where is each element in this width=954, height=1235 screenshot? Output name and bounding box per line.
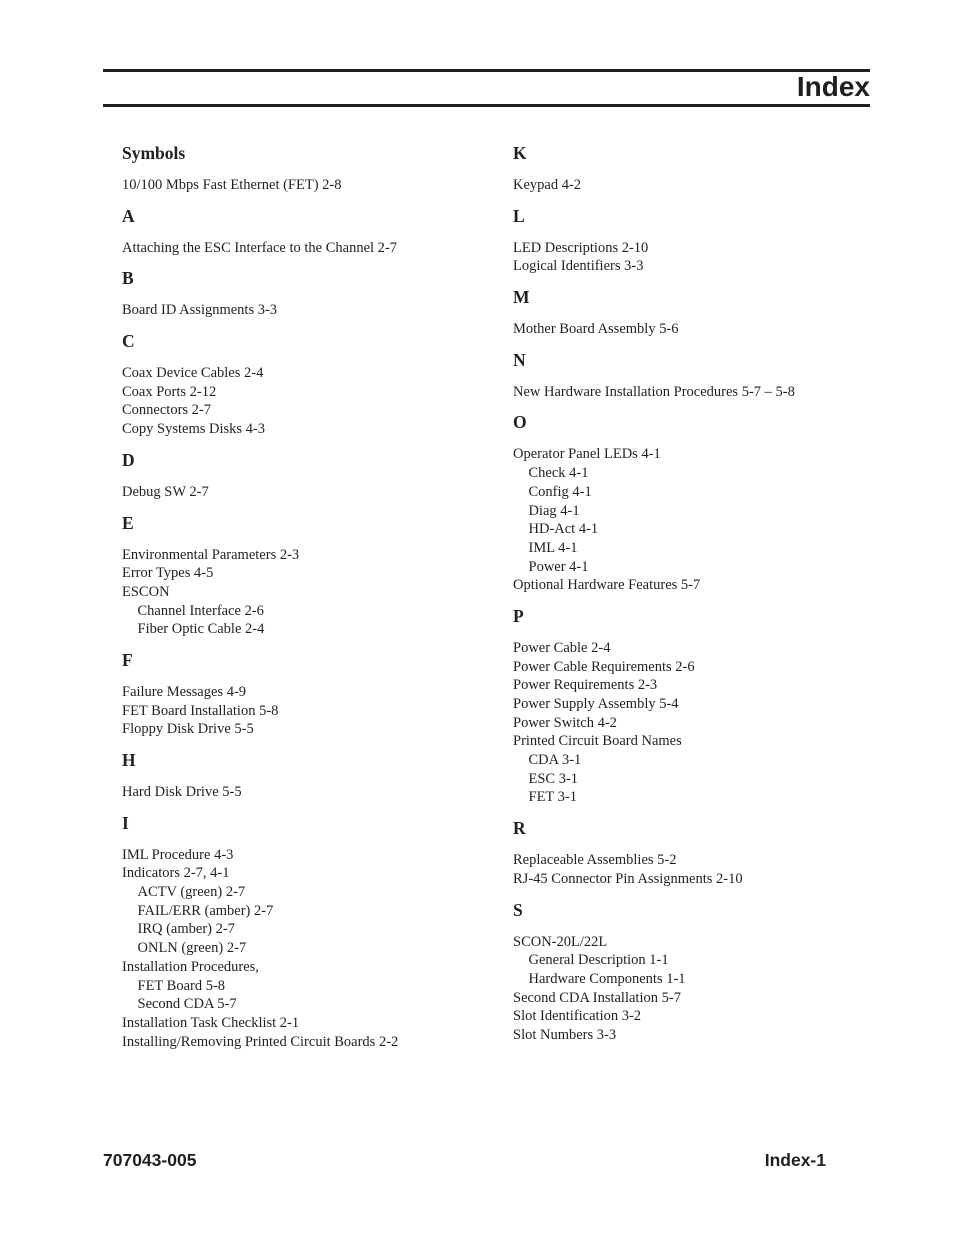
index-entry: Board ID Assignments 3-3 <box>122 302 278 319</box>
index-subentry: HD-Act 4-1 <box>528 521 599 538</box>
index-section <box>122 450 492 502</box>
section-letter: N <box>513 349 526 370</box>
section-letter: H <box>122 750 136 770</box>
section-letter: M <box>513 287 530 308</box>
entry-list <box>122 546 492 639</box>
entry-list <box>513 176 870 195</box>
index-section <box>513 206 870 276</box>
section-letter: Symbols <box>122 143 186 163</box>
index-entry: Installation Task Checklist 2-1 <box>122 1014 300 1031</box>
index-entry: Printed Circuit Board Names <box>513 733 682 750</box>
index-section <box>122 650 492 739</box>
entry-list <box>513 320 870 339</box>
index-section <box>513 143 870 195</box>
index-subentry: FET 3-1 <box>528 789 577 806</box>
index-section <box>513 412 870 595</box>
index-entry: Hard Disk Drive 5-5 <box>122 784 242 800</box>
index-entry: Error Types 4-5 <box>122 565 214 582</box>
index-section <box>122 813 492 1052</box>
index-subentry: ACTV (green) 2-7 <box>137 884 246 901</box>
section-letter: I <box>122 812 129 833</box>
entry-list <box>122 239 492 258</box>
section-letter: K <box>513 143 527 163</box>
index-entry: Coax Ports 2-12 <box>122 383 217 400</box>
index-entry: LED Descriptions 2-10 <box>513 239 649 256</box>
index-subentry: ESC 3-1 <box>528 770 579 787</box>
index-section <box>513 287 870 339</box>
index-section <box>122 513 492 639</box>
header-bottom-rule <box>103 104 870 107</box>
index-entry: Installation Procedures, <box>122 958 259 975</box>
page-title: Index <box>796 71 870 102</box>
index-entry: Debug SW 2-7 <box>122 483 209 500</box>
index-section <box>513 606 870 807</box>
index-subentry: CDA 3-1 <box>528 752 582 769</box>
index-subentry: IRQ (amber) 2-7 <box>137 921 235 938</box>
index-section <box>513 350 870 402</box>
index-section <box>122 750 492 802</box>
index-entry: SCON-20L/22L <box>513 933 608 950</box>
index-entry: Copy Systems Disks 4-3 <box>122 421 266 438</box>
index-section <box>122 206 492 258</box>
index-entry: Installing/Removing Printed Circuit Boards 2-2 <box>122 1033 399 1050</box>
index-entry: Power Cable 2-4 <box>513 639 611 656</box>
index-subentry: FAIL/ERR (amber) 2-7 <box>137 902 274 919</box>
section-letter: B <box>122 268 134 289</box>
index-entry: Second CDA Installation 5-7 <box>513 989 681 1006</box>
entry-list <box>122 301 492 320</box>
section-letter: C <box>122 331 135 352</box>
entry-list <box>513 383 870 402</box>
index-subentry: Fiber Optic Cable 2-4 <box>137 621 265 638</box>
entry-list <box>513 639 870 807</box>
index-entry: Coax Device Cables 2-4 <box>122 365 264 382</box>
entry-list <box>122 846 492 1052</box>
index-section <box>122 331 492 439</box>
entry-list <box>513 445 870 595</box>
index-entry: Power Cable Requirements 2-6 <box>513 658 695 675</box>
index-subentry: Second CDA 5-7 <box>137 996 237 1013</box>
index-entry: Indicators 2-7, 4-1 <box>122 865 230 882</box>
entry-list <box>122 783 492 802</box>
section-letter: A <box>122 205 135 226</box>
index-entry: Slot Identification 3-2 <box>513 1008 642 1025</box>
index-section <box>513 900 870 1045</box>
index-entry: Connectors 2-7 <box>122 402 211 419</box>
index-subentry: FET Board 5-8 <box>137 977 226 994</box>
section-letter: O <box>513 412 527 433</box>
index-entry: Failure Messages 4-9 <box>122 683 247 700</box>
section-letter: E <box>122 512 134 533</box>
index-entry: Optional Hardware Features 5-7 <box>513 577 701 594</box>
index-subentry: Hardware Components 1-1 <box>528 970 686 987</box>
index-section <box>513 818 870 888</box>
index-subentry: Diag 4-1 <box>528 502 580 519</box>
entry-list <box>122 483 492 502</box>
index-entry: New Hardware Installation Procedures 5-7 – 5-8 <box>513 383 795 400</box>
index-subentry: IML 4-1 <box>528 539 578 556</box>
index-entry: ESCON <box>122 583 170 600</box>
index-column-left <box>122 143 492 1062</box>
section-letter: D <box>122 449 135 470</box>
index-entry: RJ-45 Connector Pin Assignments 2-10 <box>513 870 743 887</box>
index-subentry: ONLN (green) 2-7 <box>137 940 247 957</box>
index-entry: Keypad 4-2 <box>513 177 582 193</box>
index-subentry: Power 4-1 <box>528 558 589 575</box>
entry-list <box>513 933 870 1045</box>
section-letter: P <box>513 605 524 626</box>
entry-list <box>122 176 492 195</box>
index-entry: Replaceable Assemblies 5-2 <box>513 852 677 869</box>
section-letter: R <box>513 818 526 839</box>
index-entry: Mother Board Assembly 5-6 <box>513 321 679 338</box>
entry-list <box>513 239 870 276</box>
index-entry: Power Switch 4-2 <box>513 714 617 731</box>
entry-list <box>122 683 492 739</box>
index-entry: Floppy Disk Drive 5-5 <box>122 721 254 738</box>
index-column-right <box>513 143 870 1056</box>
index-subentry: General Description 1-1 <box>528 952 669 969</box>
section-letter: L <box>513 205 525 226</box>
index-entry: Power Supply Assembly 5-4 <box>513 696 679 712</box>
index-subentry: Config 4-1 <box>528 483 592 500</box>
index-subentry: Check 4-1 <box>528 465 589 482</box>
index-entry: Slot Numbers 3-3 <box>513 1026 617 1043</box>
section-letter: F <box>122 649 133 670</box>
entry-list <box>122 364 492 439</box>
index-entry: Operator Panel LEDs 4-1 <box>513 446 661 463</box>
index-entry: Environmental Parameters 2-3 <box>122 546 300 563</box>
index-entry: Attaching the ESC Interface to the Channel 2-7 <box>122 239 398 256</box>
footer-doc-number: 707043-005 <box>103 1150 197 1170</box>
index-subentry: Channel Interface 2-6 <box>137 602 264 619</box>
index-entry: IML Procedure 4-3 <box>122 846 234 863</box>
header-top-rule <box>103 69 870 72</box>
index-entry: 10/100 Mbps Fast Ethernet (FET) 2-8 <box>122 177 342 193</box>
index-section <box>122 268 492 320</box>
footer-page-number: Index-1 <box>764 1150 826 1170</box>
section-letter: S <box>513 899 523 920</box>
index-section <box>122 143 492 195</box>
index-entry: FET Board Installation 5-8 <box>122 702 279 719</box>
index-entry: Power Requirements 2-3 <box>513 677 658 694</box>
index-entry: Logical Identifiers 3-3 <box>513 258 644 275</box>
entry-list <box>513 851 870 888</box>
